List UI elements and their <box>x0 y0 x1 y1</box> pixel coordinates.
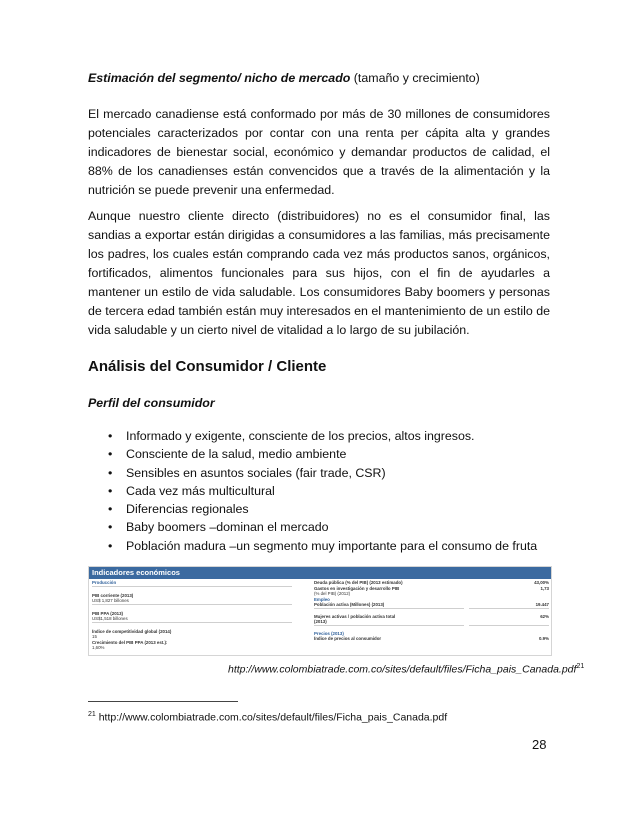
indicators-values-column <box>469 580 549 642</box>
list-item <box>108 427 537 445</box>
poblacion-label: Población activa (Millones) (2013) <box>314 602 385 607</box>
list-item-text: Baby boomers –dominan el mercado <box>126 520 329 535</box>
pib-corriente-label: PIB corriente (2013) <box>92 592 134 598</box>
bullet-icon: • <box>108 483 113 498</box>
poblacion-value: 19.447 <box>535 602 549 607</box>
caption-footnote-ref: 21 <box>576 663 585 670</box>
list-item-text: Consciente de la salud, medio ambiente <box>126 447 347 462</box>
list-item <box>108 518 537 536</box>
list-item-text: Sensibles en asuntos sociales (fair trade, CSR) <box>126 465 386 480</box>
bullet-icon: • <box>108 520 113 535</box>
deuda-value: 43,00% <box>534 580 549 585</box>
caption-url[interactable]: http://www.colombiatrade.com.co/sites/default/files/Ficha_pais_Canada.pdf <box>228 663 577 676</box>
bullet-icon: • <box>108 465 113 480</box>
deuda-label: Deuda pública (% del PIB) (2013 estimado) <box>314 580 403 585</box>
paragraph-consumers: Aunque nuestro cliente directo (distribuidores) no es el consumidor final, las sandias a exportar están dirigidas a consumidores a las familias, más precisamente los padres, los cuales están comprando cada vez más productos sanos, orgánicos, fortificados, alimentos funcionales para sus hijos, con el fin de ayudarles a mantener un estilo de vida saludable. Los consumidores Baby boomers y personas de tercera edad también están muy interesados en el mantenimiento de un estilo de vida saludable y un cierto nivel de vitalidad a lo largo de su jubilación. <box>88 209 550 337</box>
gastos-label: Gastos en investigación y desarrollo PIB <box>314 585 400 591</box>
ipc-value: 0.9% <box>538 636 549 641</box>
list-item-text: Cada vez más multicultural <box>126 483 275 498</box>
pib-ppa-value: US$1,518 billones <box>92 616 128 621</box>
economic-indicators-image <box>88 566 552 656</box>
list-item <box>108 482 537 500</box>
segment-line <box>88 69 550 88</box>
crecimiento-value: 1,60% <box>92 645 105 650</box>
subheading: Perfil del consumidor <box>88 396 215 410</box>
figure-caption <box>228 663 584 676</box>
page-number: 28 <box>532 737 547 752</box>
list-item <box>108 500 537 518</box>
ipc-label: Índice de precios al consumidor <box>314 636 382 641</box>
competitividad-value: 15 <box>92 634 97 639</box>
gastos-label-2: (% del PIB) (2012) <box>314 591 351 596</box>
footnote-separator <box>88 701 238 702</box>
precios-label: Precios (2013) <box>314 630 344 636</box>
footnote-number: 21 <box>88 711 96 718</box>
indicators-right-column <box>314 580 464 642</box>
bullet-icon: • <box>108 429 113 443</box>
list-item-text: Población madura –un segmento muy importante para el consumo de fruta <box>126 538 538 553</box>
list-item <box>108 464 537 482</box>
list-item <box>108 537 537 555</box>
pib-corriente-value: US$ 1,827 billones <box>92 598 129 603</box>
list-item-text: Informado y exigente, consciente de los precios, altos ingresos. <box>126 429 475 443</box>
list-item-text: Diferencias regionales <box>126 502 249 517</box>
indicators-left-column <box>92 580 292 651</box>
pib-ppa-label: PIB PPA (2013) <box>92 610 123 616</box>
competitividad-label: Índice de competitividad global (2014) <box>92 628 172 634</box>
gastos-value: 1,73 <box>540 585 549 591</box>
crecimiento-label: Crecimiento del PIB PPA (2013 est.): <box>92 639 168 645</box>
empleo-label: Empleo <box>314 596 330 602</box>
paragraph-market: El mercado canadiense está conformado por más de 30 millones de consumidores potenciales caracterizados por contar con una renta per cápita alta y grandes indicadores de bienestar social, económico y demandar productos de calidad, el 88% de los canadienses están convencidos que a través de la alimentación y la nutrición se puede prevenir una enfermedad. <box>88 107 550 197</box>
footnote-url[interactable]: http://www.colombiatrade.com.co/sites/default/files/Ficha_pais_Canada.pdf <box>98 711 448 724</box>
section-heading: Análisis del Consumidor / Cliente <box>88 358 327 375</box>
segment-label: Estimación del segmento/ nicho de mercado <box>88 71 351 85</box>
bullet-icon: • <box>108 447 113 462</box>
mujeres-label-2: (2013) <box>314 619 327 624</box>
segment-suffix: (tamaño y crecimiento) <box>353 71 480 85</box>
produccion-label: Producción <box>92 580 117 585</box>
indicators-title: Indicadores económicos <box>89 567 551 579</box>
list-item <box>108 445 537 463</box>
footnote <box>88 711 447 724</box>
bullet-list <box>108 427 537 555</box>
mujeres-value: 62% <box>540 613 549 619</box>
bullet-icon: • <box>108 502 113 517</box>
mujeres-label: Mujeres activas / población activa total <box>314 613 396 619</box>
bullet-icon: • <box>108 538 113 553</box>
